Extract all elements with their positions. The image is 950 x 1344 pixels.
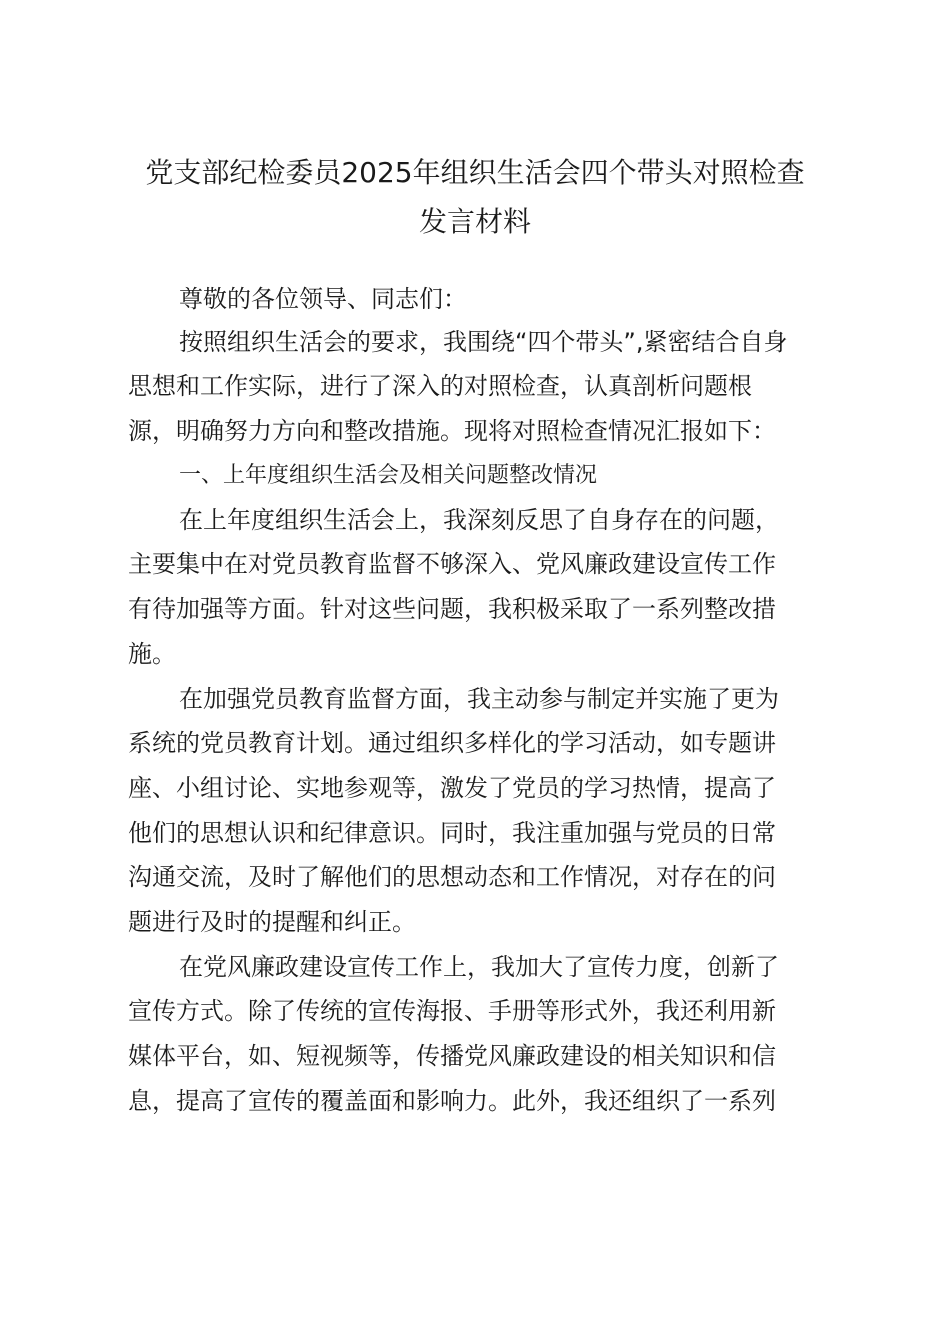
paragraph-line: 题进行及时的提醒和纠正。 xyxy=(128,908,416,936)
greeting: 尊敬的各位领导、同志们： xyxy=(179,285,467,313)
intro-line: 思想和工作实际，进行了深入的对照检查，认真剖析问题根 xyxy=(128,372,752,400)
paragraph-line: 媒体平台，如、短视频等，传播党风廉政建设的相关知识和信 xyxy=(128,1042,776,1070)
intro-line: 源，明确努力方向和整改措施。现将对照检查情况汇报如下： xyxy=(128,417,776,445)
paragraph-line: 宣传方式。除了传统的宣传海报、手册等形式外，我还利用新 xyxy=(128,997,776,1025)
paragraph-line: 在上年度组织生活会上，我深刻反思了自身存在的问题， xyxy=(179,506,779,534)
paragraph-line: 系统的党员教育计划。通过组织多样化的学习活动，如专题讲 xyxy=(128,729,776,757)
document-title-line-1: 党支部纪检委员2025年组织生活会四个带头对照检查 xyxy=(145,156,805,189)
paragraph-line: 主要集中在对党员教育监督不够深入、党风廉政建设宣传工作 xyxy=(128,550,776,578)
intro-line: 按照组织生活会的要求，我围绕“四个带头”,紧密结合自身 xyxy=(179,328,788,356)
paragraph-line: 在党风廉政建设宣传工作上，我加大了宣传力度，创新了 xyxy=(179,953,779,981)
section-heading: 一、上年度组织生活会及相关问题整改情况 xyxy=(179,463,598,488)
document-title-line-2: 发言材料 xyxy=(418,205,531,238)
paragraph-line: 息，提高了宣传的覆盖面和影响力。此外，我还组织了一系列 xyxy=(128,1087,776,1115)
paragraph-line: 施。 xyxy=(128,640,176,668)
paragraph-line: 沟通交流，及时了解他们的思想动态和工作情况，对存在的问 xyxy=(128,863,776,891)
paragraph-line: 有待加强等方面。针对这些问题，我积极采取了一系列整改措 xyxy=(128,595,776,623)
paragraph-line: 座、小组讨论、实地参观等，激发了党员的学习热情，提高了 xyxy=(128,774,776,802)
paragraph-line: 在加强党员教育监督方面，我主动参与制定并实施了更为 xyxy=(179,685,779,713)
paragraph-line: 他们的思想认识和纪律意识。同时，我注重加强与党员的日常 xyxy=(128,819,776,847)
